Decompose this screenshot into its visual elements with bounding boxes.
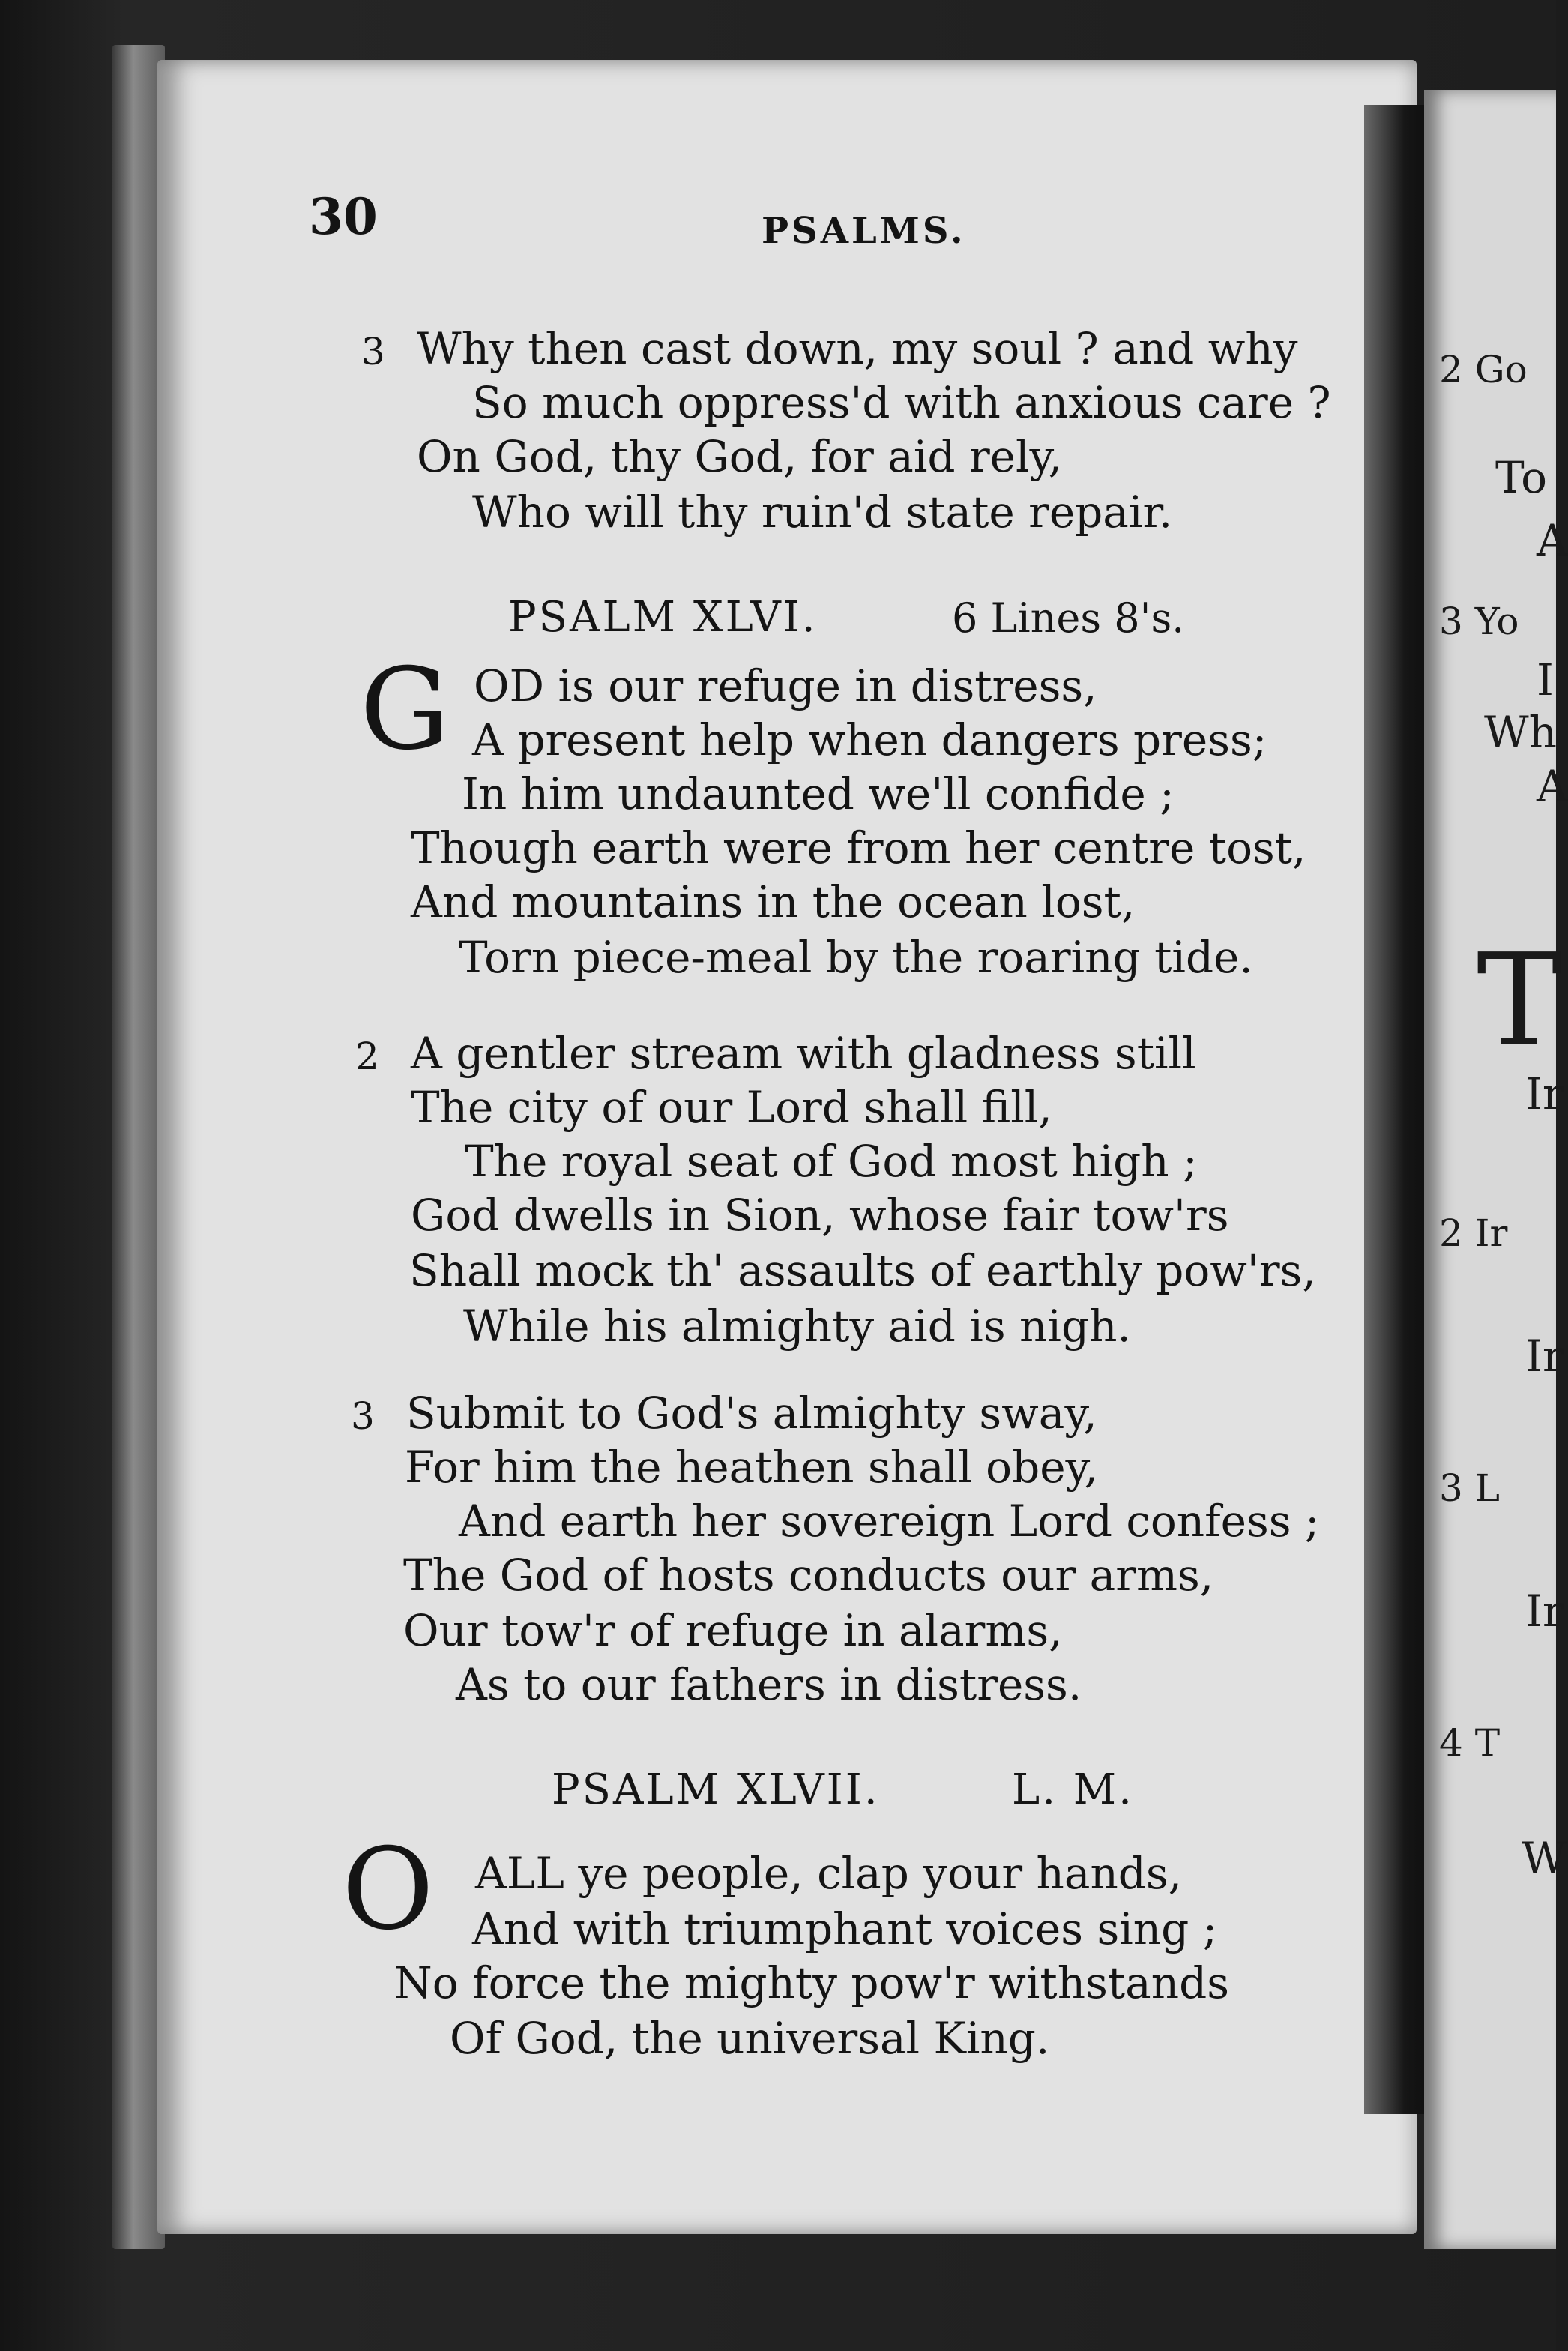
facing-fragment: A (1537, 761, 1568, 812)
running-head: PSALMS. (762, 210, 966, 252)
facing-fragment: 3 L (1439, 1466, 1500, 1510)
page-number: 30 (309, 187, 378, 246)
verse-line: And mountains in the ocean lost, (411, 876, 1136, 927)
verse-line: On God, thy God, for aid rely, (417, 431, 1063, 482)
verse-line: Though earth were from her centre tost, (411, 822, 1306, 873)
facing-fragment: W (1522, 1833, 1567, 1884)
verse-line: The God of hosts conducts our arms, (403, 1550, 1214, 1601)
verse-line: And with triumphant voices sing ; (472, 1903, 1218, 1954)
verse-line: While his almighty aid is nigh. (463, 1301, 1131, 1352)
facing-page (1424, 90, 1568, 2249)
facing-fragment: Ir (1525, 1586, 1564, 1637)
verse-line: A gentler stream with gladness still (411, 1028, 1196, 1079)
facing-fragment: I (1537, 654, 1554, 705)
verse-line: In him undaunted we'll confide ; (462, 768, 1175, 819)
verse-line: No force the mighty pow'r withstands (394, 1957, 1229, 2008)
facing-fragment: Ir (1525, 1068, 1564, 1119)
verse-line: Torn piece-meal by the roaring tide. (459, 932, 1253, 983)
verse-line: A present help when dangers press; (472, 714, 1267, 765)
verse-line: Why then cast down, my soul ? and why (417, 323, 1298, 374)
psalm-title: PSALM XLVI. (508, 593, 818, 642)
facing-fragment: Ir (1525, 1331, 1564, 1382)
verse-number: 3 (361, 330, 385, 373)
verse-line: Of God, the universal King. (450, 2013, 1050, 2064)
verse-line: For him the heathen shall obey, (405, 1442, 1099, 1493)
verse-line: And earth her sovereign Lord confess ; (459, 1496, 1320, 1547)
facing-fragment: 4 T (1439, 1721, 1501, 1765)
verse-line: The royal seat of God most high ; (465, 1136, 1198, 1187)
facing-fragment: A (1537, 515, 1568, 566)
facing-fragment: 2 Go (1439, 348, 1528, 391)
verse-line: Who will thy ruin'd state repair. (472, 487, 1173, 538)
verse-line: Shall mock th' assaults of earthly pow'rs, (409, 1245, 1316, 1296)
verse-line: As to our fathers in distress. (456, 1659, 1082, 1710)
facing-fragment: 2 Ir (1439, 1211, 1508, 1255)
verse-line: OD is our refuge in distress, (474, 660, 1097, 711)
verse-line: ALL ye people, clap your hands, (475, 1848, 1183, 1899)
drop-cap: G (360, 645, 450, 775)
verse-number: 3 (351, 1394, 375, 1438)
facing-fragment: 3 Yo (1439, 600, 1519, 643)
verse-line: Submit to God's almighty sway, (406, 1388, 1097, 1439)
verse-line: God dwells in Sion, whose fair tow'rs (411, 1190, 1229, 1241)
verse-line: Our tow'r of refuge in alarms, (403, 1605, 1063, 1656)
psalm-meter: 6 Lines 8's. (952, 594, 1185, 642)
facing-fragment: To (1495, 452, 1548, 503)
psalm-title: PSALM XLVII. (552, 1765, 880, 1814)
verse-line: The city of our Lord shall fill, (411, 1082, 1052, 1133)
drop-cap: O (342, 1825, 434, 1955)
facing-fragment: Wh (1484, 707, 1557, 758)
book-gutter (1364, 105, 1432, 2114)
verse-number: 2 (355, 1035, 379, 1078)
verse-line: So much oppress'd with anxious care ? (472, 377, 1331, 428)
psalm-meter: L. M. (1012, 1765, 1134, 1814)
facing-fragment: T (1477, 927, 1562, 1075)
